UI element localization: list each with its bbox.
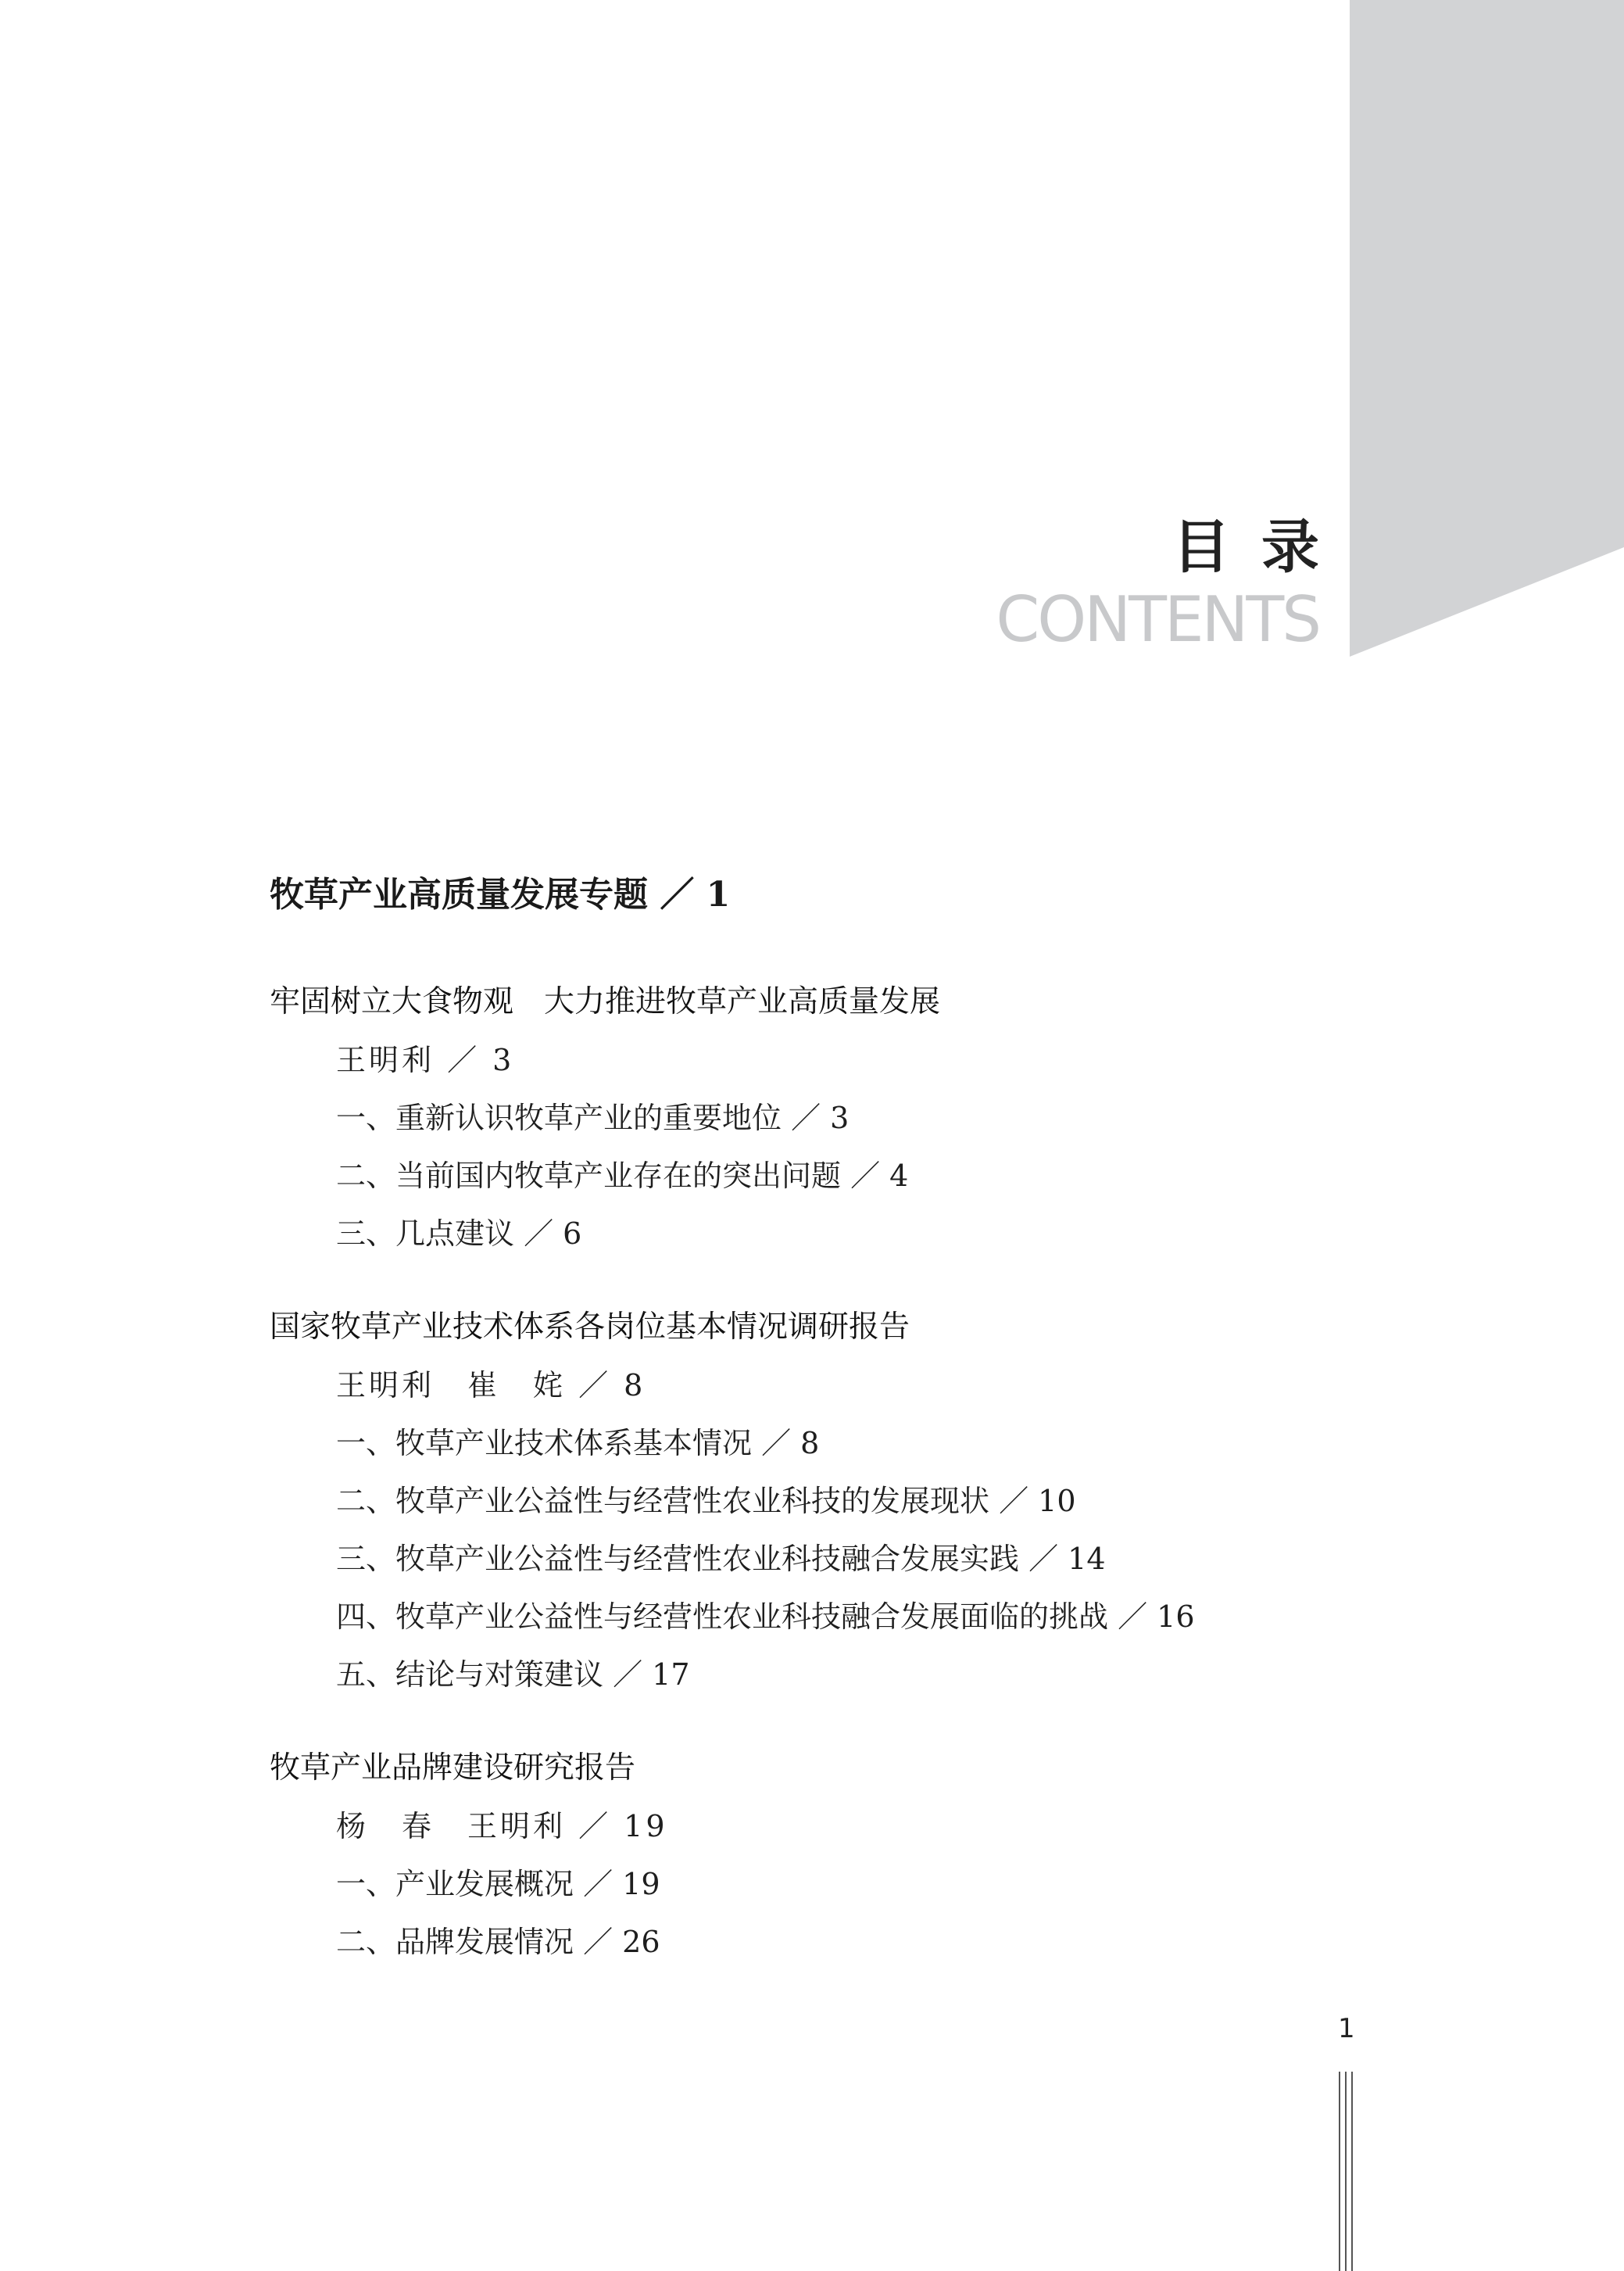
toc-entry[interactable]: 三、几点建议 ／ 6 — [336, 1216, 582, 1251]
page-title: 目录 — [1172, 514, 1350, 581]
part-title[interactable]: 牧草产业高质量发展专题 ／ 1 — [270, 875, 731, 915]
article-title[interactable]: 国家牧草产业技术体系各岗位基本情况调研报告 — [270, 1309, 910, 1345]
article-title[interactable]: 牢固树立大食物观 大力推进牧草产业高质量发展 — [270, 984, 941, 1019]
side-gray-band — [1350, 0, 1624, 657]
toc-entry[interactable]: 四、牧草产业公益性与经营性农业科技融合发展面临的挑战 ／ 16 — [336, 1599, 1195, 1634]
article-author: 王明利 崔 姹 ／ 8 — [336, 1368, 646, 1402]
toc-entry[interactable]: 一、产业发展概况 ／ 19 — [336, 1867, 660, 1901]
table-of-contents — [270, 864, 1364, 2007]
toc-entry[interactable]: 二、品牌发展情况 ／ 26 — [336, 1925, 660, 1959]
contents-heading — [996, 512, 1350, 656]
article-title[interactable]: 牧草产业品牌建设研究报告 — [270, 1750, 636, 1786]
toc-entry[interactable]: 一、重新认识牧草产业的重要地位 ／ 3 — [336, 1101, 850, 1135]
toc-entry[interactable]: 三、牧草产业公益性与经营性农业科技融合发展实践 ／ 14 — [336, 1542, 1106, 1576]
toc-article — [270, 1739, 1364, 1971]
toc-entry[interactable]: 二、牧草产业公益性与经营性农业科技的发展现状 ／ 10 — [336, 1484, 1076, 1518]
toc-entry[interactable]: 二、当前国内牧草产业存在的突出问题 ／ 4 — [336, 1159, 909, 1193]
article-author: 杨 春 王明利 ／ 19 — [336, 1809, 668, 1843]
page-subtitle: CONTENTS — [996, 583, 1319, 656]
article-author: 王明利 ／ 3 — [336, 1043, 515, 1077]
toc-article — [270, 1298, 1364, 1703]
toc-entry[interactable]: 五、结论与对策建议 ／ 17 — [336, 1657, 690, 1692]
page-number: 1 — [1338, 2013, 1355, 2044]
toc-article — [270, 973, 1364, 1263]
margin-rules — [1338, 2072, 1361, 2271]
toc-entry[interactable]: 一、牧草产业技术体系基本情况 ／ 8 — [336, 1426, 820, 1460]
